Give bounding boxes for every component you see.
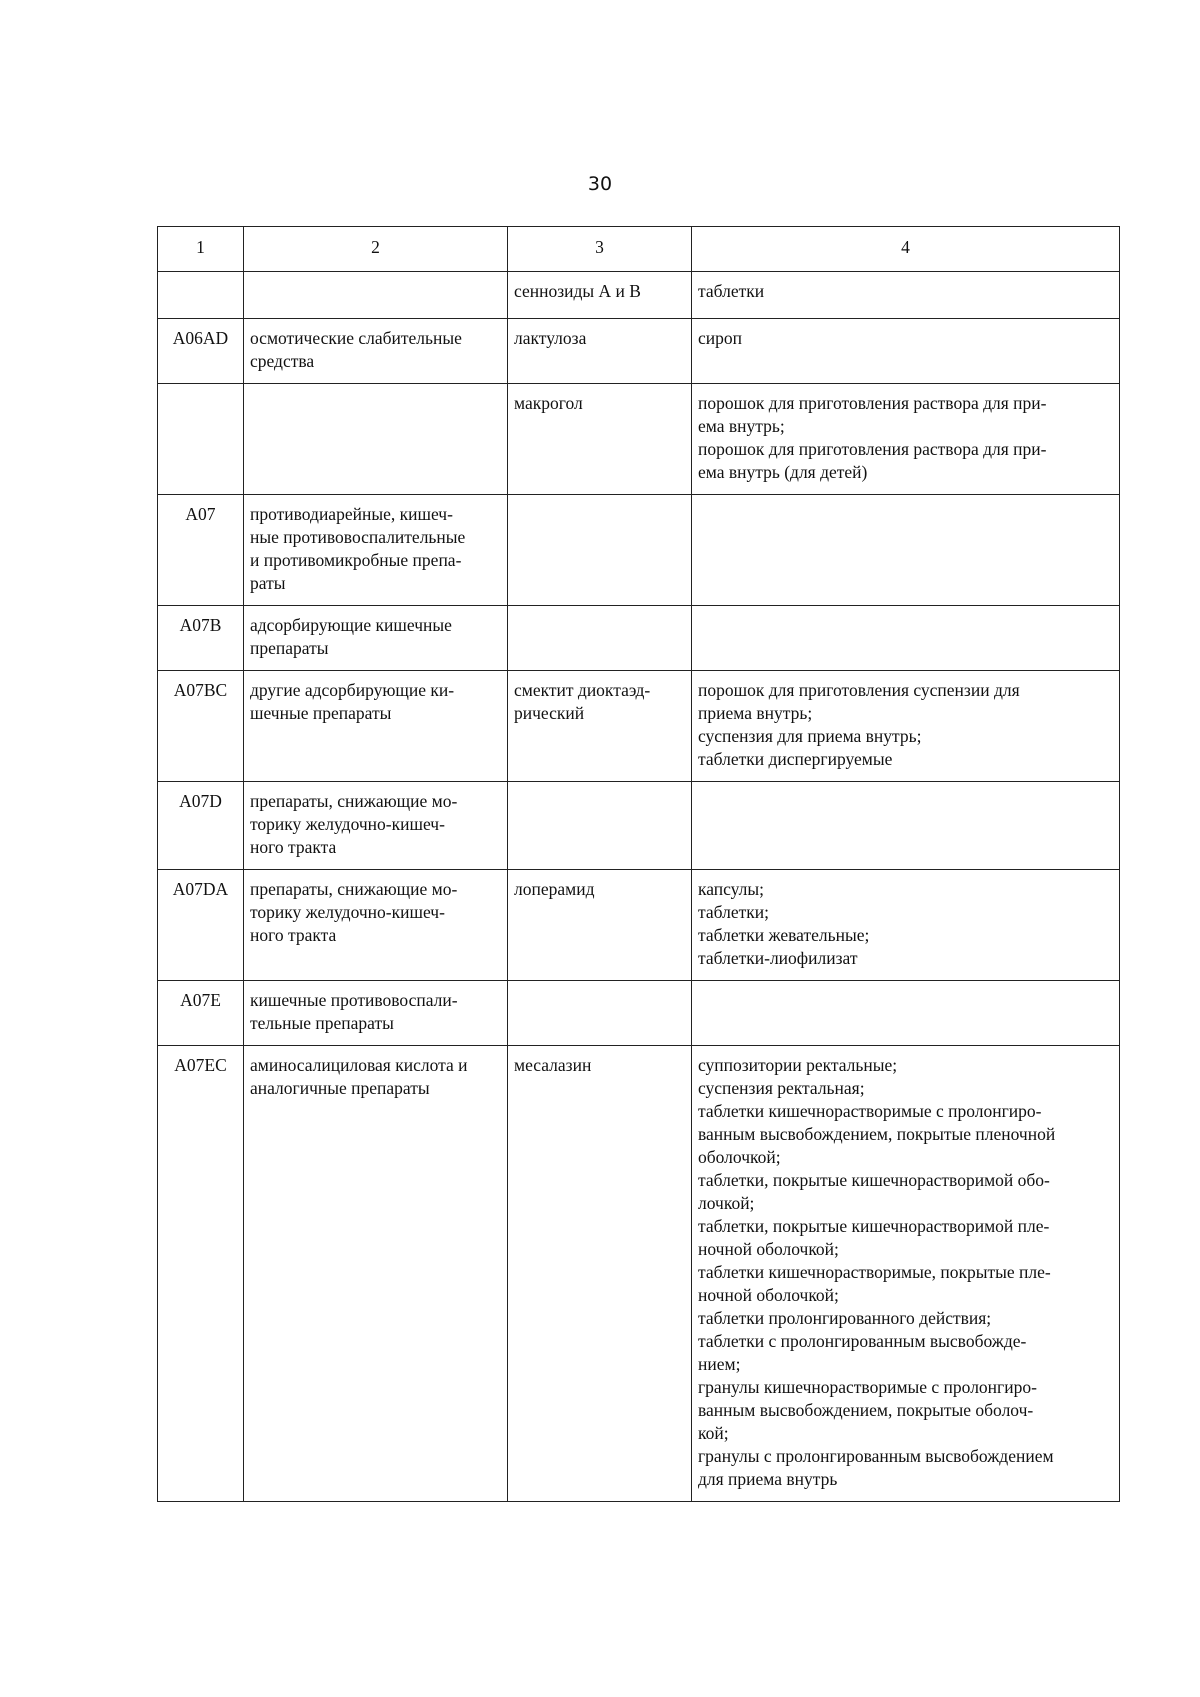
- dosage-forms-cell: [692, 319, 1120, 384]
- cell-line: рический: [514, 703, 585, 723]
- cell-line: таблетки, покрытые кишечнорастворимой обо-: [698, 1170, 1050, 1190]
- substance-cell: [508, 981, 692, 1046]
- medication-table: [157, 226, 1120, 1502]
- atc-code-cell: A07B: [158, 606, 244, 671]
- table-row: [158, 606, 1120, 671]
- cell-line: ночной оболочкой;: [698, 1239, 839, 1259]
- cell-line: осмотические слабительные: [250, 328, 462, 348]
- cell-line: таблетки жевательные;: [698, 925, 870, 945]
- cell-line: таблетки диспергируемые: [698, 749, 893, 769]
- page-number: 30: [587, 173, 613, 195]
- atc-code-cell: A07BC: [158, 671, 244, 782]
- substance-cell: [508, 319, 692, 384]
- atc-code-cell: A07D: [158, 782, 244, 870]
- atc-code-cell: [158, 272, 244, 319]
- cell-line: ема внутрь;: [698, 416, 785, 436]
- atc-code-cell: A07EC: [158, 1046, 244, 1502]
- cell-line: шечные препараты: [250, 703, 392, 723]
- dosage-forms-cell: [692, 671, 1120, 782]
- substance-cell: [508, 384, 692, 495]
- group-name-cell: [244, 981, 508, 1046]
- cell-line: таблетки пролонгированного действия;: [698, 1308, 992, 1328]
- cell-line: порошок для приготовления раствора для при-: [698, 393, 1047, 413]
- cell-line: аминосалициловая кислота и: [250, 1055, 468, 1075]
- cell-line: торику желудочно-кишеч-: [250, 814, 445, 834]
- substance-cell: [508, 272, 692, 319]
- substance-cell: [508, 782, 692, 870]
- cell-line: таблетки: [698, 281, 765, 301]
- table-row: [158, 782, 1120, 870]
- group-name-cell: [244, 870, 508, 981]
- cell-line: препараты, снижающие мо-: [250, 791, 458, 811]
- cell-line: другие адсорбирующие ки-: [250, 680, 455, 700]
- header-cell: 2: [244, 227, 508, 272]
- dosage-forms-cell: [692, 272, 1120, 319]
- cell-line: таблетки;: [698, 902, 769, 922]
- cell-line: таблетки с пролонгированным высвобожде-: [698, 1331, 1027, 1351]
- cell-line: препараты: [250, 638, 329, 658]
- cell-line: таблетки кишечнорастворимые с пролонгиро-: [698, 1101, 1042, 1121]
- cell-line: лоперамид: [514, 879, 595, 899]
- cell-line: адсорбирующие кишечные: [250, 615, 452, 635]
- group-name-cell: [244, 782, 508, 870]
- dosage-forms-cell: [692, 782, 1120, 870]
- header-cell: 3: [508, 227, 692, 272]
- table-row: [158, 319, 1120, 384]
- cell-line: противодиарейные, кишеч-: [250, 504, 453, 524]
- atc-code-cell: A07DA: [158, 870, 244, 981]
- cell-line: кишечные противовоспали-: [250, 990, 458, 1010]
- dosage-forms-cell: [692, 870, 1120, 981]
- dosage-forms-cell: [692, 981, 1120, 1046]
- cell-line: сеннозиды А и В: [514, 281, 641, 301]
- group-name-cell: [244, 272, 508, 319]
- cell-line: для приема внутрь: [698, 1469, 838, 1489]
- table-row: [158, 870, 1120, 981]
- atc-code-cell: [158, 384, 244, 495]
- cell-line: торику желудочно-кишеч-: [250, 902, 445, 922]
- cell-line: раты: [250, 573, 286, 593]
- group-name-cell: [244, 671, 508, 782]
- cell-line: аналогичные препараты: [250, 1078, 430, 1098]
- dosage-forms-cell: [692, 606, 1120, 671]
- substance-cell: [508, 671, 692, 782]
- table-row: [158, 384, 1120, 495]
- group-name-cell: [244, 1046, 508, 1502]
- cell-line: таблетки кишечнорастворимые, покрытые пле-: [698, 1262, 1051, 1282]
- cell-line: суспензия для приема внутрь;: [698, 726, 922, 746]
- cell-line: ванным высвобождением, покрытые пленочной: [698, 1124, 1056, 1144]
- cell-line: макрогол: [514, 393, 583, 413]
- substance-cell: [508, 606, 692, 671]
- cell-line: капсулы;: [698, 879, 765, 899]
- cell-line: порошок для приготовления суспензии для: [698, 680, 1020, 700]
- cell-line: ного тракта: [250, 837, 337, 857]
- header-cell: 4: [692, 227, 1120, 272]
- cell-line: ночной оболочкой;: [698, 1285, 839, 1305]
- table-row: [158, 1046, 1120, 1502]
- cell-line: ного тракта: [250, 925, 337, 945]
- cell-line: и противомикробные препа-: [250, 550, 462, 570]
- cell-line: таблетки, покрытые кишечнорастворимой пле-: [698, 1216, 1050, 1236]
- cell-line: препараты, снижающие мо-: [250, 879, 458, 899]
- cell-line: лактулоза: [514, 328, 587, 348]
- dosage-forms-cell: [692, 495, 1120, 606]
- substance-cell: [508, 870, 692, 981]
- cell-line: нием;: [698, 1354, 741, 1374]
- table-header-row: [158, 227, 1120, 272]
- cell-line: гранулы с пролонгированным высвобождением: [698, 1446, 1054, 1466]
- cell-line: лочкой;: [698, 1193, 755, 1213]
- cell-line: порошок для приготовления раствора для при-: [698, 439, 1047, 459]
- cell-line: суппозитории ректальные;: [698, 1055, 898, 1075]
- atc-code-cell: A07: [158, 495, 244, 606]
- group-name-cell: [244, 319, 508, 384]
- cell-line: месалазин: [514, 1055, 592, 1075]
- cell-line: ные противовоспалительные: [250, 527, 466, 547]
- cell-line: приема внутрь;: [698, 703, 813, 723]
- cell-line: ема внутрь (для детей): [698, 462, 868, 482]
- group-name-cell: [244, 384, 508, 495]
- atc-code-cell: A06AD: [158, 319, 244, 384]
- header-cell: 1: [158, 227, 244, 272]
- atc-code-cell: A07E: [158, 981, 244, 1046]
- cell-line: суспензия ректальная;: [698, 1078, 865, 1098]
- table-row: [158, 671, 1120, 782]
- cell-line: смектит диоктаэд-: [514, 680, 651, 700]
- group-name-cell: [244, 606, 508, 671]
- cell-line: тельные препараты: [250, 1013, 394, 1033]
- cell-line: оболочкой;: [698, 1147, 781, 1167]
- substance-cell: [508, 495, 692, 606]
- table-row: [158, 272, 1120, 319]
- table-row: [158, 495, 1120, 606]
- cell-line: средства: [250, 351, 315, 371]
- table-body: [158, 272, 1120, 1502]
- substance-cell: [508, 1046, 692, 1502]
- cell-line: сироп: [698, 328, 742, 348]
- table-row: [158, 981, 1120, 1046]
- dosage-forms-cell: [692, 1046, 1120, 1502]
- cell-line: гранулы кишечнорастворимые с пролонгиро-: [698, 1377, 1037, 1397]
- cell-line: кой;: [698, 1423, 729, 1443]
- cell-line: таблетки-лиофилизат: [698, 948, 858, 968]
- group-name-cell: [244, 495, 508, 606]
- cell-line: ванным высвобождением, покрытые оболоч-: [698, 1400, 1034, 1420]
- dosage-forms-cell: [692, 384, 1120, 495]
